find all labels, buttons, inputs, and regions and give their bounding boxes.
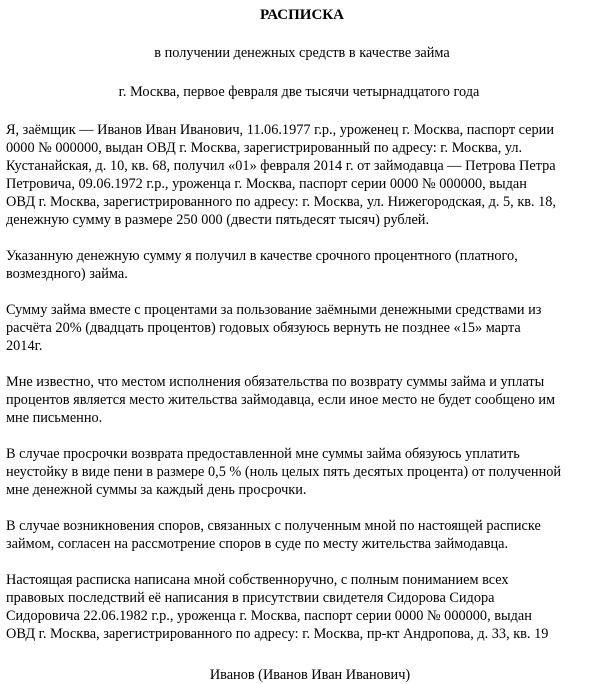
paragraph-line: В случае просрочки возврата предоставленной мне суммы займа обязуюсь уплатить — [6, 446, 520, 462]
paragraph-line: процентов является место жительства займодавца, если иное место не будет сообщено им — [6, 392, 556, 408]
body-paragraph — [6, 445, 592, 499]
body-paragraph — [6, 517, 592, 553]
place-and-date: г. Москва, первое февраля две тысячи четырнадцатого года — [118, 84, 480, 100]
paragraph-line: Петровича, 09.06.1972 г.р., уроженца г. Москва, паспорт серии 0000 № 000000, выдан — [6, 176, 527, 192]
paragraph-line: возмездного) займа. — [6, 266, 128, 282]
receipt-document — [6, 6, 592, 684]
paragraph-line: 0000 № 000000, выдан ОВД г. Москва, зарегистрированный по адресу: г. Москва, ул. — [6, 140, 523, 156]
paragraph-line: Кустанайская, д. 10, кв. 68, получил «01» февраля 2014 г. от займодавца — Петрова Петра — [6, 158, 556, 174]
paragraph-line: ОВД г. Москва, зарегистрированного по адресу: г. Москва, пр-кт Андропова, д. 33, кв. 19 — [6, 626, 549, 642]
paragraph-line: Мне известно, что местом исполнения обязательства по возврату суммы займа и уплаты — [6, 374, 545, 390]
paragraph-line: денежную сумму в размере 250 000 (двести пятьдесят тысяч) рублей. — [6, 212, 430, 228]
paragraph-line: неустойку в виде пени в размере 0,5 % (ноль целых пять десятых процента) от полученной — [6, 464, 562, 480]
body-paragraph — [6, 301, 592, 355]
paragraph-line: Сумму займа вместе с процентами за пользование заёмными денежными средствами из — [6, 302, 542, 318]
paragraph-line: мне денежной суммы за каждый день просрочки. — [6, 482, 307, 498]
paragraph-line: расчёта 20% (двадцать процентов) годовых обязуюсь вернуть не позднее «15» марта — [6, 320, 521, 336]
paragraph-line: займом, согласен на рассмотрение споров в суде по месту жительства займодавца. — [6, 536, 509, 552]
document-subtitle: в получении денежных средств в качестве займа — [154, 45, 450, 61]
body-paragraph — [6, 247, 592, 283]
body-paragraph — [6, 121, 592, 229]
paragraph-line: Указанную денежную сумму я получил в качестве срочного процентного (платного, — [6, 248, 518, 264]
paragraph-line: В случае возникновения споров, связанных с полученным мной по настоящей расписке — [6, 518, 541, 534]
document-body — [6, 121, 592, 643]
document-title: РАСПИСКА — [259, 7, 345, 23]
paragraph-line: правовых последствий её написания в присутствии свидетеля Сидорова Сидора — [6, 590, 495, 606]
body-paragraph — [6, 373, 592, 427]
paragraph-line: Я, заёмщик — Иванов Иван Иванович, 11.06.1977 г.р., уроженец г. Москва, паспорт серии — [6, 122, 554, 138]
signature-line: Иванов (Иванов Иван Иванович) — [209, 667, 411, 683]
paragraph-line: Настоящая расписка написана мной собственноручно, с полным пониманием всех — [6, 572, 509, 588]
paragraph-line: мне письменно. — [6, 410, 103, 426]
body-paragraph — [6, 571, 592, 643]
paragraph-line: Сидоровича 22.06.1982 г.р., уроженца г. Москва, паспорт серии 0000 № 000000, выдан — [6, 608, 532, 624]
paragraph-line: ОВД г. Москва, зарегистрированного по адресу: г. Москва, ул. Нижегородская, д. 5, кв. 18, — [6, 194, 557, 210]
paragraph-line: 2014г. — [6, 338, 43, 354]
